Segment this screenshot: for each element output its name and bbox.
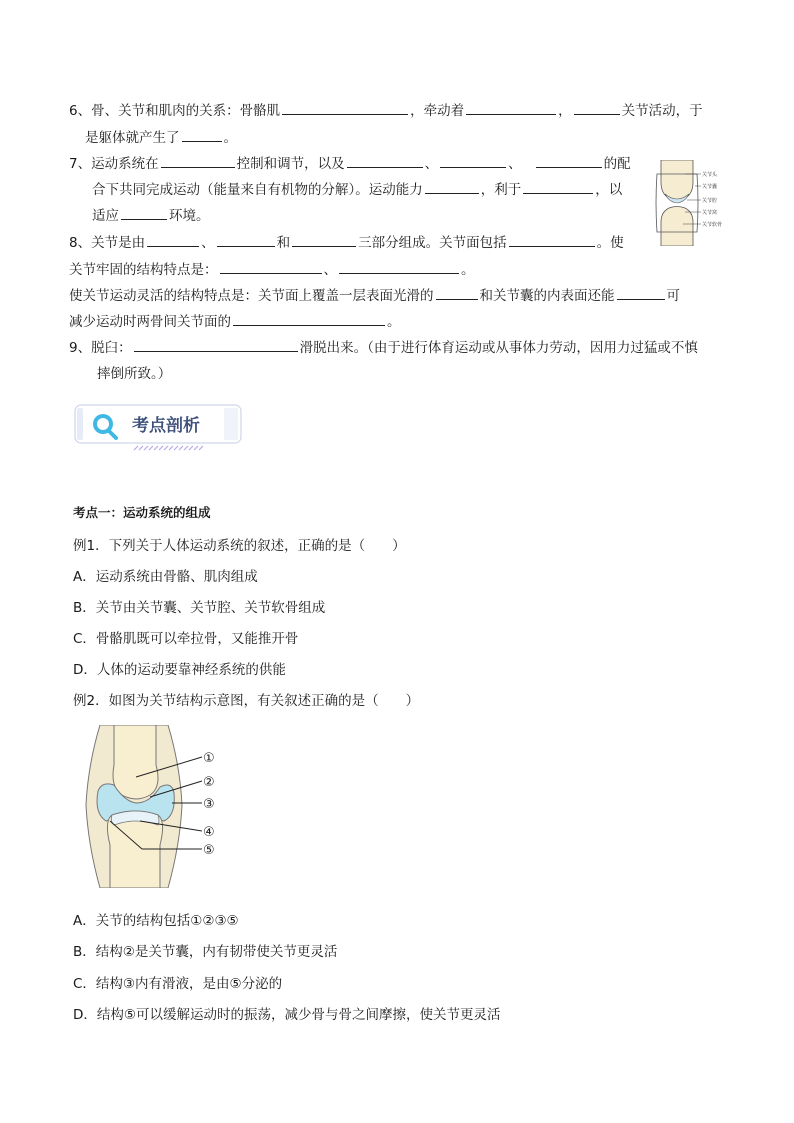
q7-line1 [69, 152, 631, 172]
q7-text-j: 环境。 [169, 208, 210, 224]
q8-text-j: 和关节囊的内表面还能 [479, 288, 615, 304]
q7-text-h: ，以 [595, 182, 623, 198]
joint-diagram-small [655, 160, 727, 246]
ex2-option-a[interactable]: A．关节的结构包括①②③⑤ [73, 913, 239, 929]
q8-blank-4[interactable] [509, 233, 595, 247]
q7-text-i: 适应 [92, 208, 119, 224]
q8-line4 [69, 310, 401, 330]
q8-blank-5[interactable] [220, 260, 322, 274]
ex2-option-c[interactable]: C．结构③内有滑液，是由⑤分泌的 [73, 976, 283, 992]
ex1-option-a[interactable]: A．运动系统由骨骼、肌肉组成 [73, 569, 258, 585]
q7-text-a: 7、运动系统在 [69, 156, 159, 172]
small-fig-label-1: 关节头 [702, 172, 718, 178]
q8-text-h: 。 [461, 262, 475, 278]
q8-blank-9[interactable] [233, 312, 385, 326]
q8-blank-6[interactable] [339, 260, 459, 274]
q7-text-f: 合下共同完成运动（能量来自有机物的分解）。运动能力 [92, 182, 423, 198]
q7-line2 [92, 178, 622, 198]
q6-text-d: 关节活动，于 [621, 103, 703, 119]
fig-label-1: ① [203, 751, 215, 766]
q8-text-g: 、 [323, 262, 337, 278]
q8-text-a: 8、关节是由 [69, 235, 146, 251]
topic1-heading: 考点一：运动系统的组成 [73, 505, 211, 520]
q8-text-b: 、 [201, 235, 215, 251]
joint-diagram [80, 725, 230, 888]
ex1-option-c[interactable]: C．骨骼肌既可以牵拉骨，又能推开骨 [73, 631, 299, 647]
section-badge-title: 考点剖析 [132, 416, 200, 436]
q8-blank-7[interactable] [436, 286, 478, 300]
q6-blank-1[interactable] [282, 101, 408, 115]
q9-line2 [97, 362, 171, 382]
ex1-option-d[interactable]: D．人体的运动要靠神经系统的供能 [73, 662, 286, 678]
q7-text-b: 控制和调节，以及 [236, 156, 345, 172]
q6-text-e: 是躯体就产生了 [85, 130, 180, 146]
q8-text-e: 。使 [596, 235, 624, 251]
q8-text-k: 可 [666, 288, 680, 304]
q8-line2 [69, 258, 475, 278]
section-badge [74, 404, 244, 452]
q9-blank-1[interactable] [134, 338, 298, 352]
q7-text-c: 、 [424, 156, 439, 172]
q9-text-c: 摔倒所致。） [97, 366, 172, 382]
q8-line3 [69, 284, 680, 304]
fig-label-5: ⑤ [203, 843, 215, 858]
ex1-stem: 例1．下列关于人体运动系统的叙述，正确的是（ ） [73, 538, 406, 554]
q6-text-b: ，牵动着 [410, 103, 465, 119]
q8-text-m: 。 [387, 314, 401, 330]
fig-label-3: ③ [203, 797, 215, 812]
q7-blank-7[interactable] [121, 206, 167, 220]
ex2-option-b[interactable]: B．结构②是关节囊，内有韧带使关节更灵活 [73, 944, 338, 960]
q6-blank-2[interactable] [466, 101, 556, 115]
q6-blank-4[interactable] [182, 128, 222, 142]
q8-text-l: 减少运动时两骨间关节面的 [69, 314, 231, 330]
q8-text-d: 三部分组成。关节面包括 [358, 235, 507, 251]
q8-text-f: 关节牢固的结构特点是： [69, 262, 218, 278]
q8-blank-3[interactable] [292, 233, 356, 247]
q8-text-i: 使关节运动灵活的结构特点是：关节面上覆盖一层表面光滑的 [69, 288, 434, 304]
q7-text-g: ，利于 [480, 182, 522, 198]
q6-line2 [85, 126, 237, 146]
q8-text-c: 和 [276, 235, 291, 251]
q7-text-e: 的配 [603, 156, 631, 172]
small-fig-label-5: 关节软骨 [702, 222, 723, 228]
small-fig-label-2: 关节囊 [702, 184, 718, 190]
q6-blank-3[interactable] [574, 101, 620, 115]
q6-line1 [69, 99, 703, 119]
ex1-option-b[interactable]: B．关节由关节囊、关节腔、关节软骨组成 [73, 600, 326, 616]
q7-blank-3[interactable] [440, 154, 506, 168]
q9-text-a: 9、脱臼： [69, 340, 132, 356]
q8-line1 [69, 231, 624, 251]
q7-blank-2[interactable] [347, 154, 423, 168]
q6-text-f: 。 [223, 130, 237, 146]
q7-line3 [92, 204, 210, 224]
fig-label-4: ④ [203, 825, 215, 840]
q9-text-b: 滑脱出来。（由于进行体育运动或从事体力劳动，因用力过猛或不慎 [299, 340, 698, 356]
small-fig-label-3: 关节腔 [702, 198, 718, 204]
q7-blank-1[interactable] [161, 154, 235, 168]
ex2-option-d[interactable]: D．结构⑤可以缓解运动时的振荡，减少骨与骨之间摩擦，使关节更灵活 [73, 1007, 501, 1023]
q6-text-a: 6、骨、关节和肌肉的关系：骨骼肌 [69, 103, 281, 119]
fig-label-2: ② [203, 775, 215, 790]
small-fig-label-4: 关节窝 [702, 210, 718, 216]
q7-blank-4[interactable] [536, 154, 602, 168]
q7-blank-5[interactable] [425, 180, 479, 194]
q8-blank-1[interactable] [147, 233, 199, 247]
q8-blank-2[interactable] [217, 233, 275, 247]
q8-blank-8[interactable] [617, 286, 665, 300]
q6-text-c: ， [558, 103, 572, 119]
ex2-stem: 例2．如图为关节结构示意图，有关叙述正确的是（ ） [73, 693, 420, 709]
q7-blank-6[interactable] [523, 180, 593, 194]
q9-line1 [69, 336, 698, 356]
q7-text-d: 、 [508, 156, 522, 172]
